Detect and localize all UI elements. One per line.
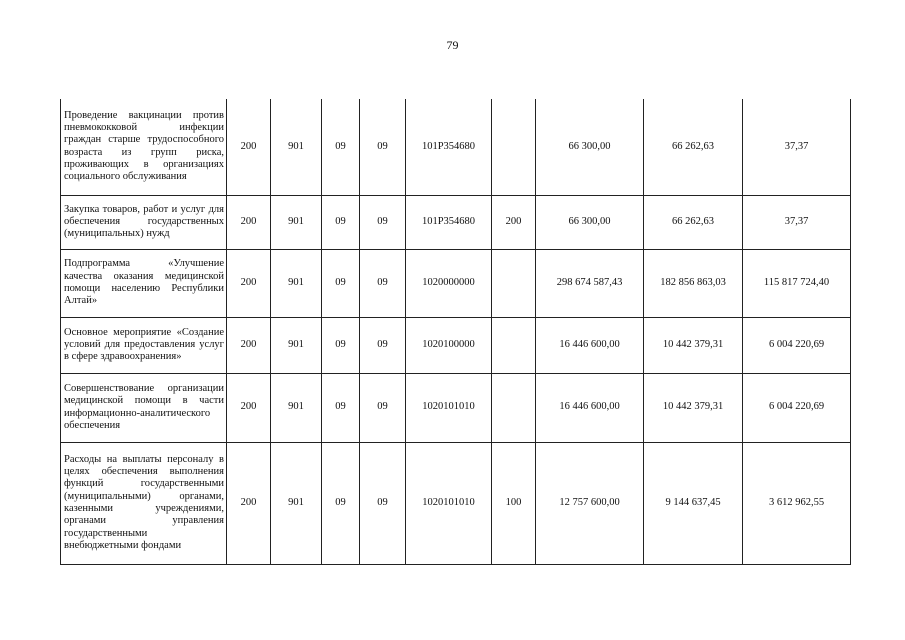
code-cell: 09 <box>360 249 406 317</box>
code-cell: 901 <box>271 317 322 373</box>
code-cell: 1020000000 <box>406 249 492 317</box>
amount-cell: 298 674 587,43 <box>536 249 644 317</box>
code-cell: 200 <box>227 442 271 564</box>
table-row <box>61 373 851 442</box>
code-cell: 200 <box>227 249 271 317</box>
table-row <box>61 442 851 564</box>
amount-cell: 37,37 <box>743 99 851 195</box>
amount-cell: 6 004 220,69 <box>743 317 851 373</box>
code-cell: 901 <box>271 99 322 195</box>
code-cell: 1020101010 <box>406 442 492 564</box>
row-description: Основное мероприятие «Создание условий для предоставления услуг в сфере здравоохранения» <box>61 317 227 373</box>
code-cell <box>492 99 536 195</box>
code-cell: 09 <box>360 373 406 442</box>
amount-cell: 3 612 962,55 <box>743 442 851 564</box>
code-cell: 200 <box>492 195 536 249</box>
code-cell: 09 <box>322 317 360 373</box>
code-cell: 09 <box>322 99 360 195</box>
code-cell: 09 <box>322 373 360 442</box>
page-number: 79 <box>446 38 459 52</box>
code-cell <box>492 373 536 442</box>
code-cell: 1020101010 <box>406 373 492 442</box>
row-description: Совершенствование организации медицинской помощи в части информационно-аналитического обеспечения <box>61 373 227 442</box>
code-cell: 901 <box>271 373 322 442</box>
amount-cell: 10 442 379,31 <box>644 373 743 442</box>
row-description: Проведение вакцинации против пневмококковой инфекции граждан старше трудоспособного возраста из групп риска, проживающих в организациях социального обслуживания <box>61 99 227 195</box>
code-cell: 100 <box>492 442 536 564</box>
code-cell: 101P354680 <box>406 195 492 249</box>
code-cell: 101P354680 <box>406 99 492 195</box>
code-cell: 09 <box>322 195 360 249</box>
code-cell: 09 <box>360 195 406 249</box>
code-cell: 901 <box>271 249 322 317</box>
amount-cell: 66 262,63 <box>644 195 743 249</box>
code-cell: 09 <box>322 442 360 564</box>
amount-cell: 115 817 724,40 <box>743 249 851 317</box>
code-cell: 09 <box>322 249 360 317</box>
amount-cell: 37,37 <box>743 195 851 249</box>
code-cell <box>492 317 536 373</box>
row-description: Подпрограмма «Улучшение качества оказания медицинской помощи населению Республики Алтай» <box>61 249 227 317</box>
code-cell: 901 <box>271 195 322 249</box>
amount-cell: 12 757 600,00 <box>536 442 644 564</box>
table-row <box>61 195 851 249</box>
table-row <box>61 249 851 317</box>
code-cell: 200 <box>227 373 271 442</box>
code-cell: 09 <box>360 442 406 564</box>
code-cell: 09 <box>360 99 406 195</box>
amount-cell: 9 144 637,45 <box>644 442 743 564</box>
amount-cell: 6 004 220,69 <box>743 373 851 442</box>
row-description: Расходы на выплаты персоналу в целях обеспечения выполнения функций государственными (муниципальными) органами, казенными учреждениями, органами управления государственными внебюджетными фондами <box>61 442 227 564</box>
code-cell: 901 <box>271 442 322 564</box>
code-cell: 200 <box>227 195 271 249</box>
table-row <box>61 317 851 373</box>
amount-cell: 10 442 379,31 <box>644 317 743 373</box>
amount-cell: 16 446 600,00 <box>536 317 644 373</box>
code-cell: 09 <box>360 317 406 373</box>
amount-cell: 182 856 863,03 <box>644 249 743 317</box>
code-cell <box>492 249 536 317</box>
code-cell: 200 <box>227 317 271 373</box>
row-description: Закупка товаров, работ и услуг для обеспечения государственных (муниципальных) нужд <box>61 195 227 249</box>
budget-table <box>60 99 851 565</box>
amount-cell: 66 262,63 <box>644 99 743 195</box>
amount-cell: 66 300,00 <box>536 195 644 249</box>
code-cell: 1020100000 <box>406 317 492 373</box>
code-cell: 200 <box>227 99 271 195</box>
amount-cell: 66 300,00 <box>536 99 644 195</box>
table-row <box>61 99 851 195</box>
amount-cell: 16 446 600,00 <box>536 373 644 442</box>
